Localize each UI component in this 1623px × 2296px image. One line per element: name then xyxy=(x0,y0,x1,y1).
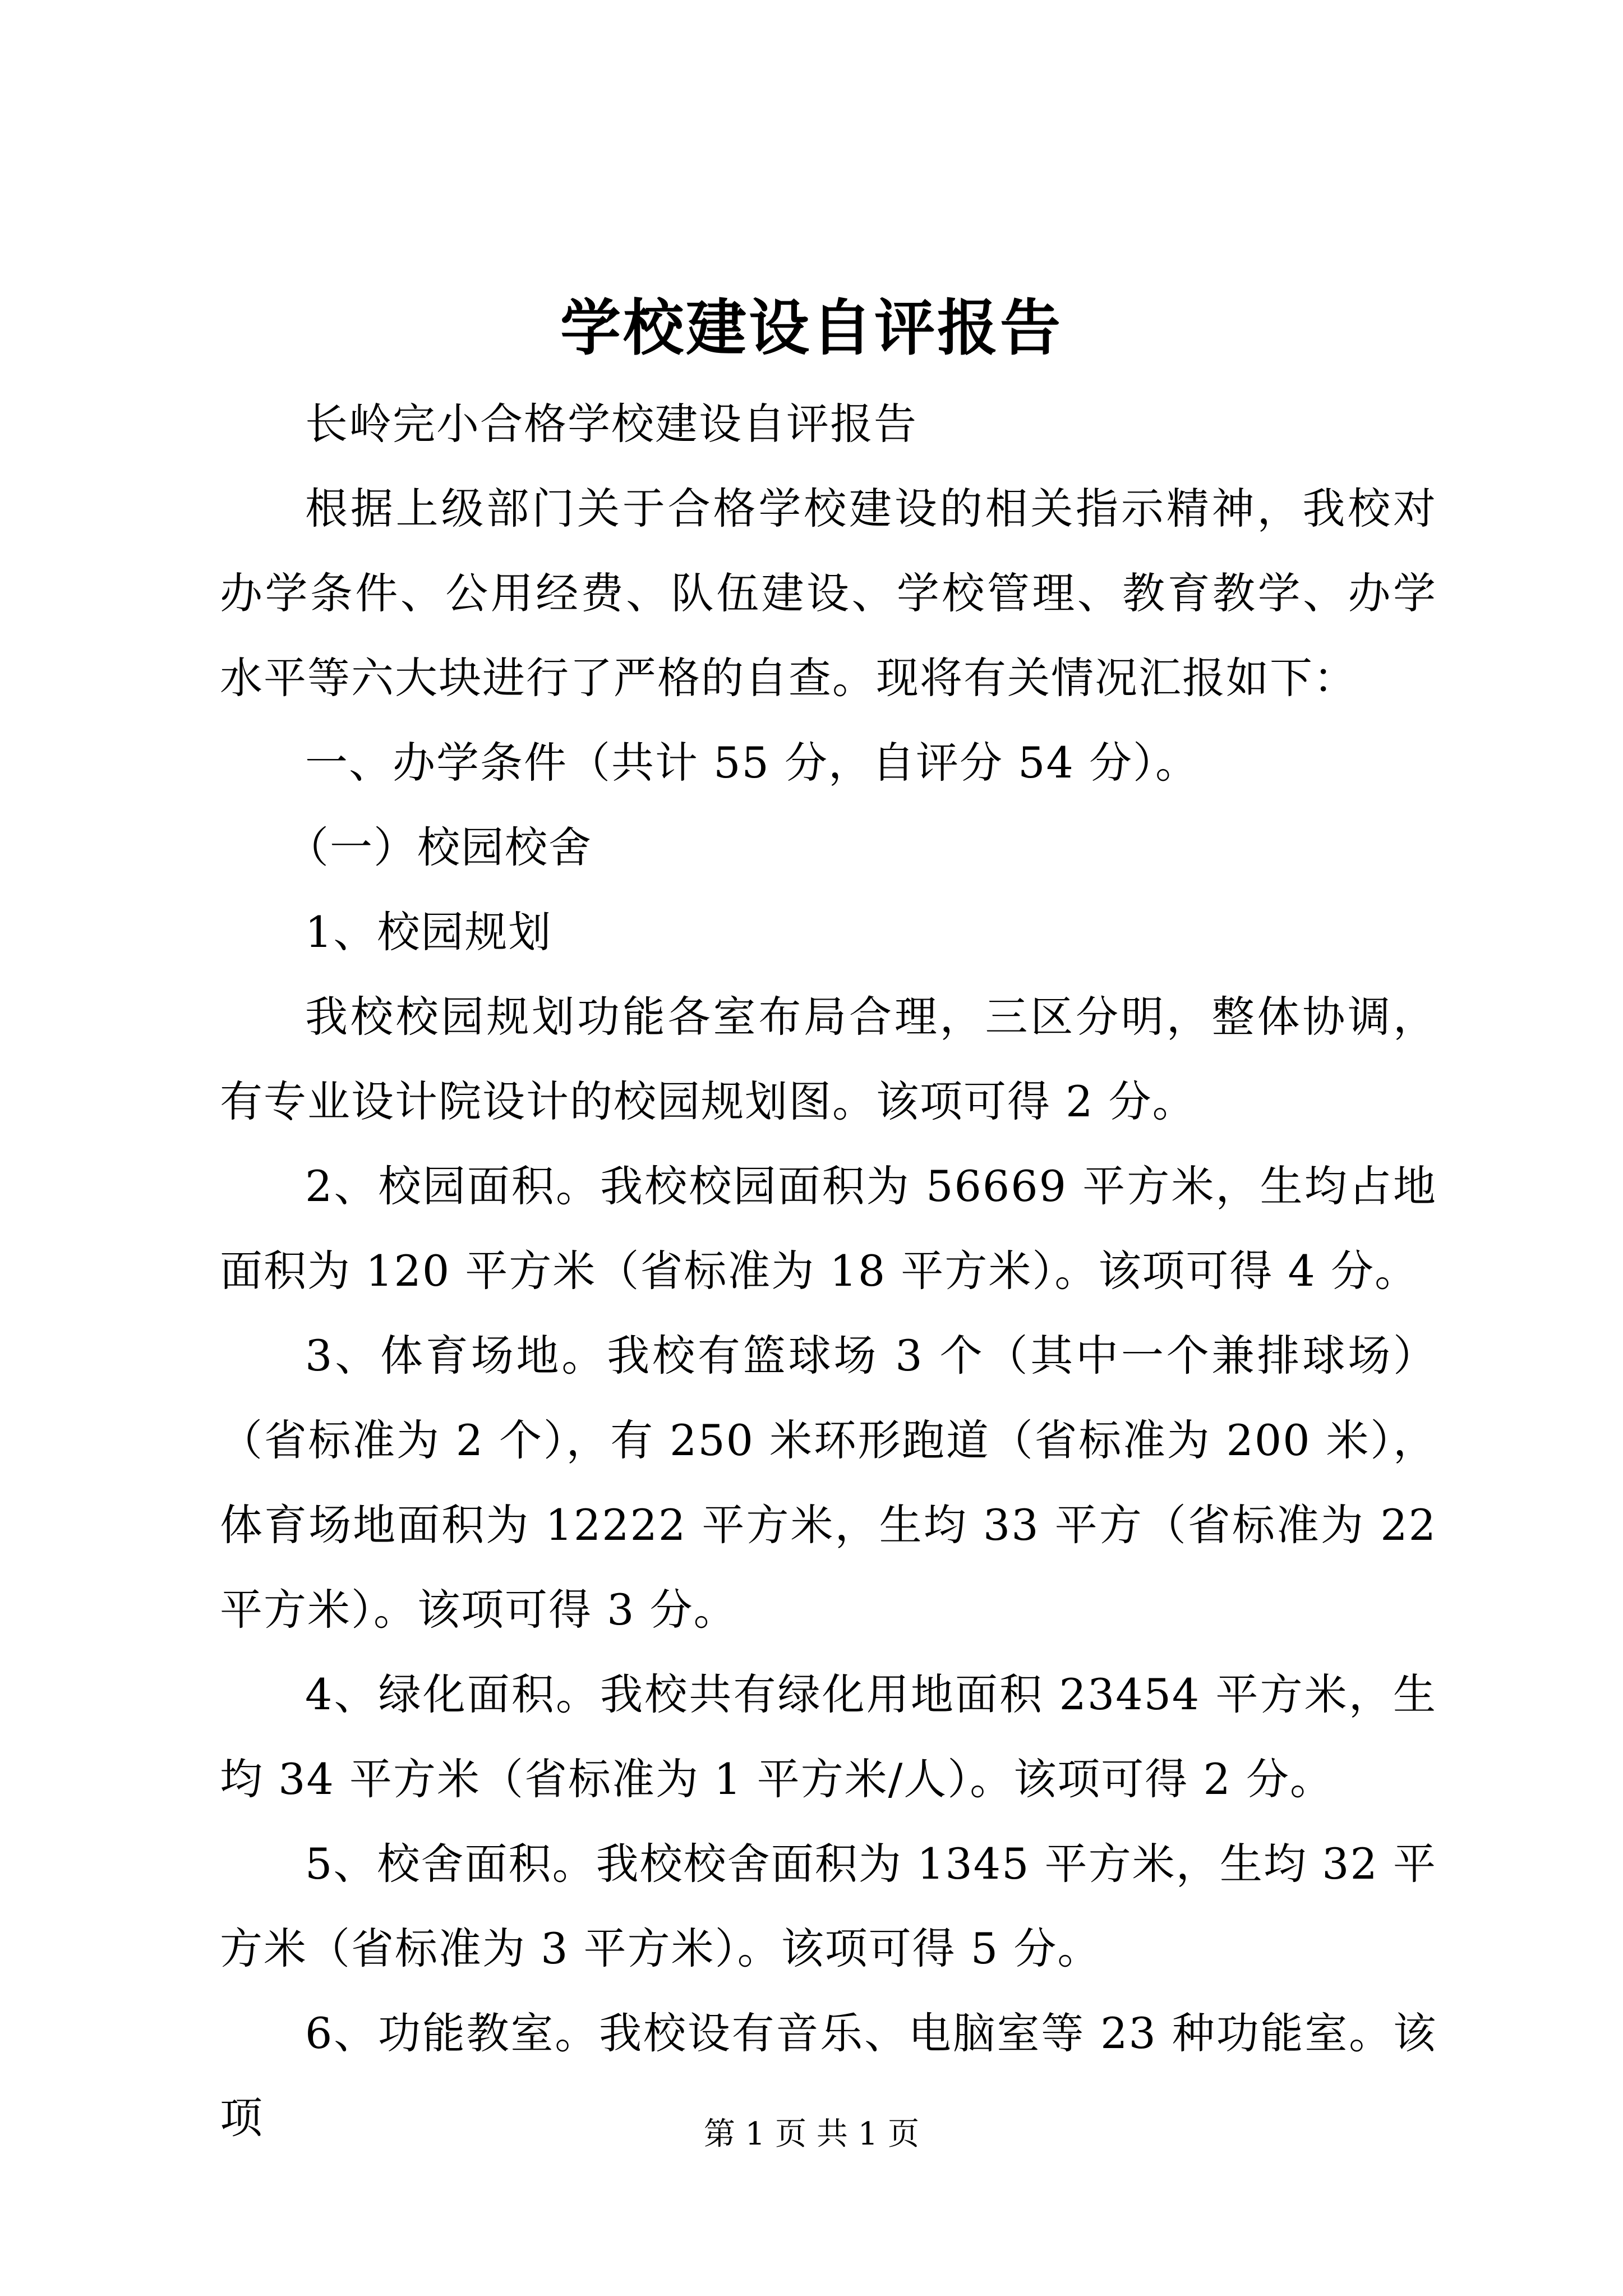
paragraph-item-6: 6、功能教室。我校设有音乐、电脑室等 23 种功能室。该项 xyxy=(220,2008,1437,2143)
paragraph-subsection-1: （一）校园校舍 xyxy=(286,822,592,872)
paragraph-section-1: 一、办学条件（共计 55 分，自评分 54 分）。 xyxy=(305,738,1200,788)
page-footer: 第 1 页 共 1 页 xyxy=(703,2116,920,2152)
paragraph-subtitle: 长岭完小合格学校建设自评报告 xyxy=(305,399,917,449)
paragraph-item-5: 5、校舍面积。我校校舍面积为 1345 平方米，生均 32 平方米（省标准为 3 平方米）。该项可得 5 分。 xyxy=(220,1839,1437,1973)
paragraph-item-3: 3、体育场地。我校有篮球场 3 个（其中一个兼排球场）（省标准为 2 个），有 250 米环形跑道（省标准为 200 米），体育场地面积为 12222 平方米，生均 33 平方（省标准为 22 平方米）。该项可得 3 分。 xyxy=(220,1331,1437,1635)
document-title: 学校建设自评报告 xyxy=(560,293,1063,364)
paragraph-item-1: 我校校园规划功能各室布局合理，三区分明，整体协调，有专业设计院设计的校园规划图。该项可得 2 分。 xyxy=(220,992,1437,1126)
paragraph-item-4: 4、绿化面积。我校共有绿化用地面积 23454 平方米，生均 34 平方米（省标准为 1 平方米/人）。该项可得 2 分。 xyxy=(220,1669,1437,1804)
document-body xyxy=(220,381,1437,2160)
paragraph-item-2: 2、校园面积。我校校园面积为 56669 平方米，生均占地面积为 120 平方米（省标准为 18 平方米）。该项可得 4 分。 xyxy=(220,1161,1437,1296)
paragraph-item-1-heading: 1、校园规划 xyxy=(305,907,552,957)
paragraph-intro: 根据上级部门关于合格学校建设的相关指示精神，我校对办学条件、公用经费、队伍建设、学校管理、教育教学、办学水平等六大块进行了严格的自查。现将有关情况汇报如下： xyxy=(220,484,1437,703)
